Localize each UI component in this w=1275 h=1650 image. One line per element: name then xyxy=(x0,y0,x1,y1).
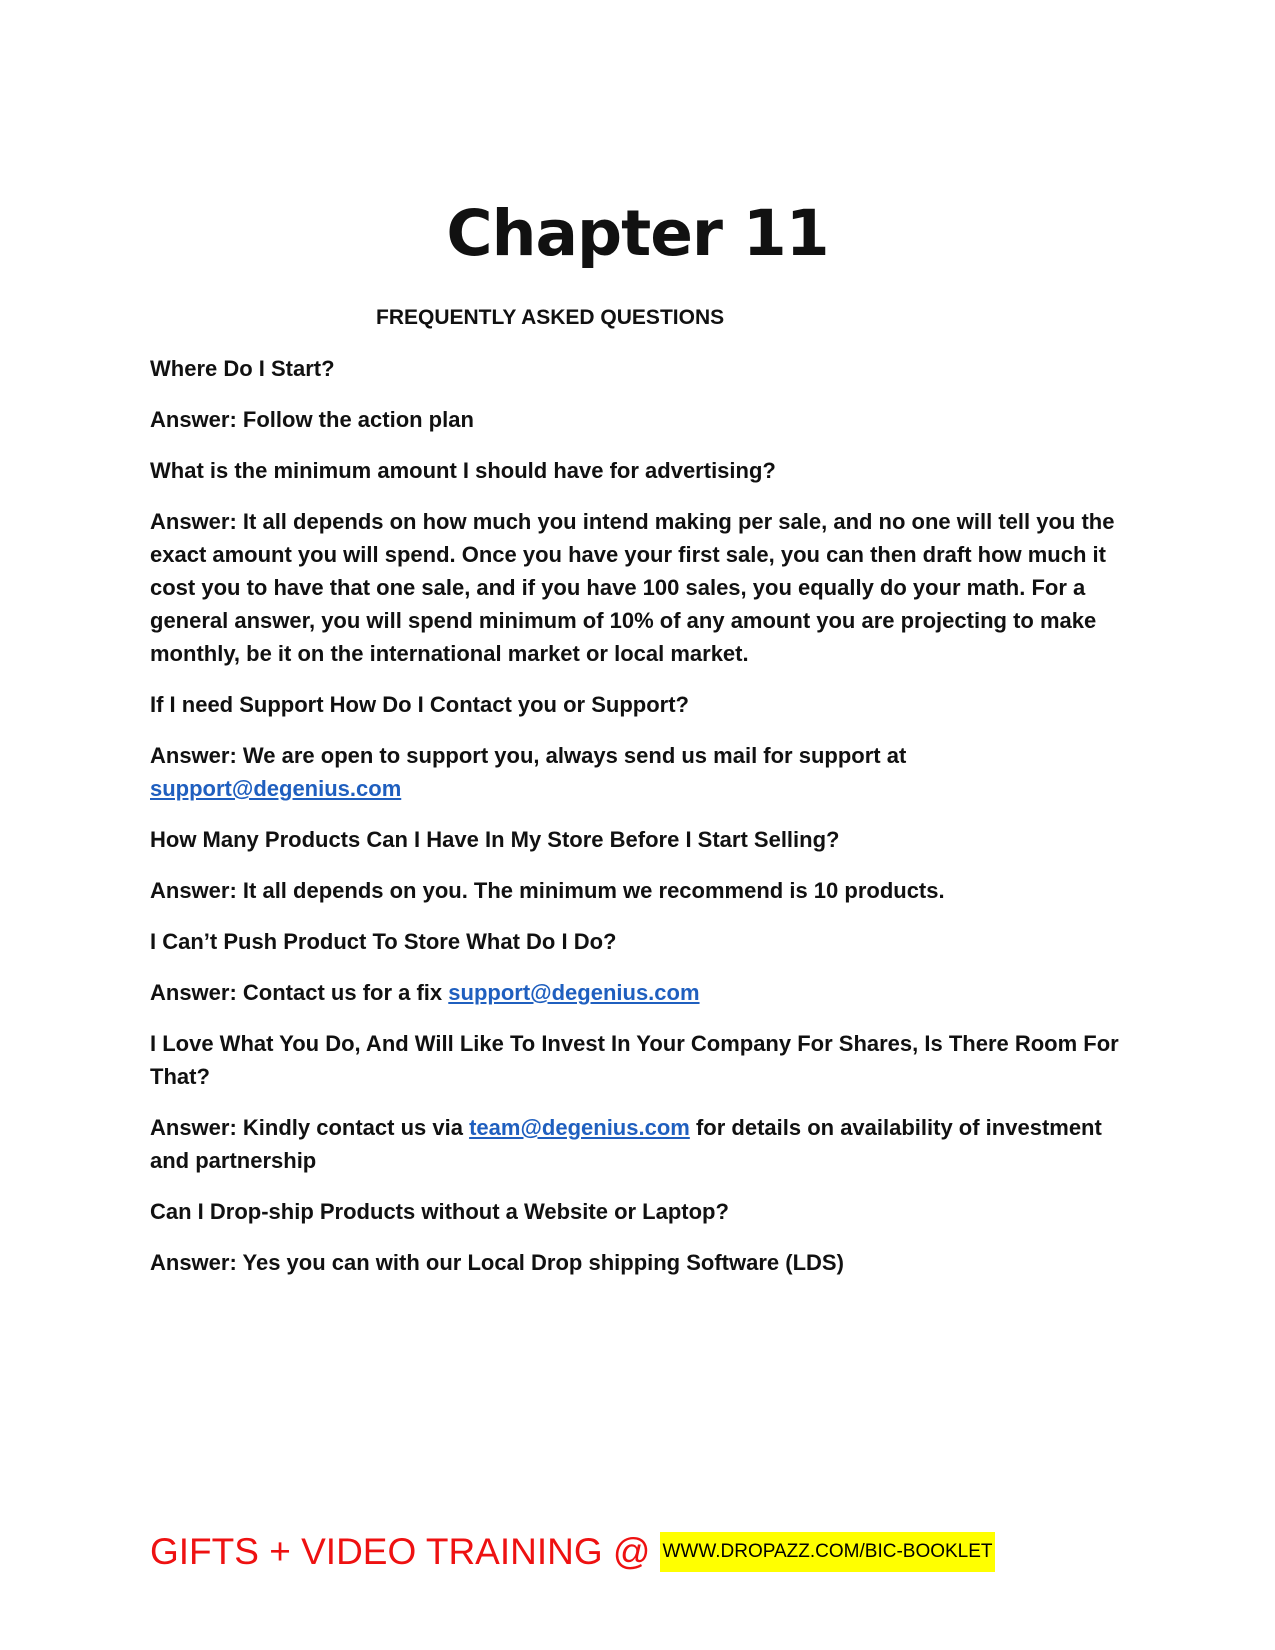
faq-answer xyxy=(150,1111,1120,1177)
faq-answer-text: Answer: We are open to support you, always send us mail for support at xyxy=(150,743,907,768)
faq-answer: Answer: Follow the action plan xyxy=(150,407,474,432)
faq-question: How Many Products Can I Have In My Store Before I Start Selling? xyxy=(150,827,840,852)
faq-question: What is the minimum amount I should have for advertising? xyxy=(150,458,776,483)
faq-answer: Answer: It all depends on how much you intend making per sale, and no one will tell you the exact amount you will spend. Once you have your first sale, you can then draft how much it cost you to have that one sale, and if you have 100 sales, you equally do your math. For a general answer, you will spend minimum of 10% of any amount you are projecting to make monthly, be it on the international market or local market. xyxy=(150,509,1115,666)
faq-answer-text: for details on availability of investment and partnership xyxy=(150,1115,1102,1173)
faq-answer xyxy=(150,739,1120,805)
faq-question: Where Do I Start? xyxy=(150,356,335,381)
faq-answer: Answer: Yes you can with our Local Drop shipping Software (LDS) xyxy=(150,1250,844,1275)
faq-question: I Love What You Do, And Will Like To Invest In Your Company For Shares, Is There Room For That? xyxy=(150,1031,1119,1089)
faq-question: Can I Drop-ship Products without a Website or Laptop? xyxy=(150,1199,729,1224)
faq-question: If I need Support How Do I Contact you or Support? xyxy=(150,692,689,717)
faq-question: I Can’t Push Product To Store What Do I Do? xyxy=(150,929,617,954)
faq-answer-text: Answer: Contact us for a fix xyxy=(150,980,443,1005)
faq-answer-text: Answer: Kindly contact us via xyxy=(150,1115,463,1140)
faq-answer: Answer: It all depends on you. The minimum we recommend is 10 products. xyxy=(150,878,945,903)
promo-label: GIFTS + VIDEO TRAINING @ xyxy=(150,1531,651,1572)
support-email-link[interactable]: support@degenius.com xyxy=(150,776,402,801)
section-heading: FREQUENTLY ASKED QUESTIONS xyxy=(376,306,725,329)
chapter-title: Chapter 11 xyxy=(446,197,829,270)
faq-list xyxy=(150,352,1120,1297)
faq-answer xyxy=(150,976,1120,1009)
promo-footer xyxy=(150,1530,995,1574)
support-email-link[interactable]: support@degenius.com xyxy=(448,980,700,1005)
team-email-link[interactable]: team@degenius.com xyxy=(469,1115,690,1140)
promo-url-link[interactable]: WWW.DROPAZZ.COM/BIC-BOOKLET xyxy=(660,1532,994,1572)
